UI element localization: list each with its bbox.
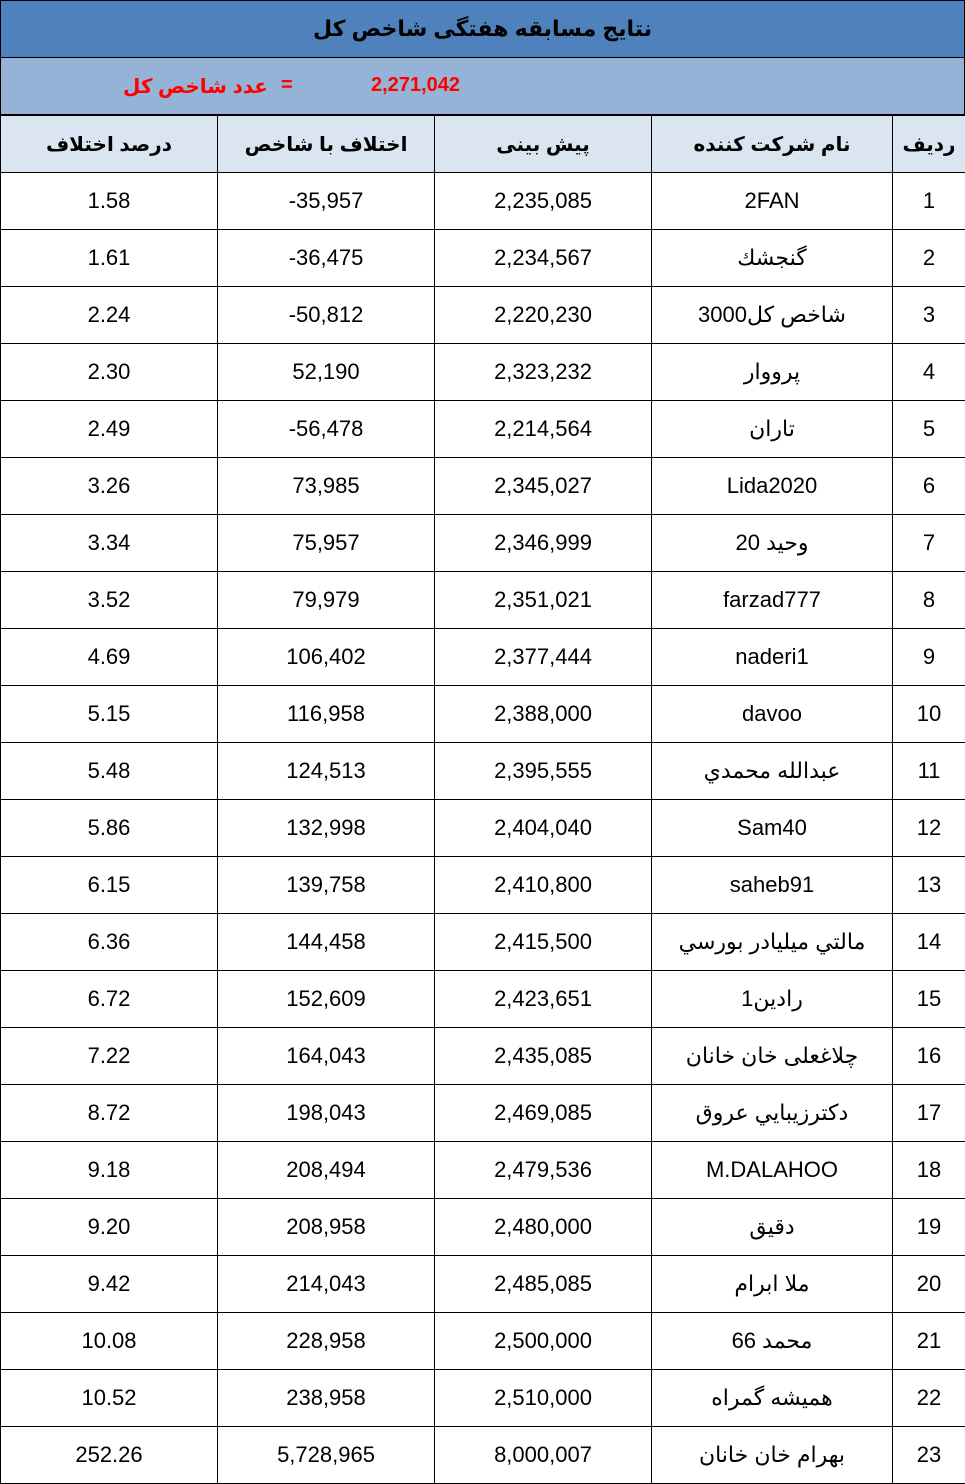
cell-prediction: 8,000,007 xyxy=(435,1427,652,1484)
cell-percent: 8.72 xyxy=(1,1085,218,1142)
header-rank: ردیف xyxy=(893,116,965,173)
index-value: 2,271,042 xyxy=(371,74,460,97)
cell-diff: 79,979 xyxy=(218,572,435,629)
cell-rank: 4 xyxy=(893,344,965,401)
cell-percent: 5.48 xyxy=(1,743,218,800)
table-row xyxy=(1,743,965,800)
cell-name: تاران xyxy=(652,401,893,458)
cell-prediction: 2,485,085 xyxy=(435,1256,652,1313)
cell-name: davoo xyxy=(652,686,893,743)
cell-name: naderi1 xyxy=(652,629,893,686)
table-row xyxy=(1,401,965,458)
cell-name: هميشه گمراه xyxy=(652,1370,893,1427)
cell-percent: 6.36 xyxy=(1,914,218,971)
cell-diff: 198,043 xyxy=(218,1085,435,1142)
header-diff: اختلاف با شاخص xyxy=(218,116,435,173)
cell-percent: 1.58 xyxy=(1,173,218,230)
cell-name: رادين1 xyxy=(652,971,893,1028)
index-summary-row xyxy=(0,58,965,115)
cell-rank: 1 xyxy=(893,173,965,230)
cell-percent: 9.20 xyxy=(1,1199,218,1256)
cell-name: چلاغعلى خان خانان xyxy=(652,1028,893,1085)
cell-rank: 6 xyxy=(893,458,965,515)
cell-rank: 18 xyxy=(893,1142,965,1199)
cell-name: وحيد 20 xyxy=(652,515,893,572)
cell-prediction: 2,345,027 xyxy=(435,458,652,515)
cell-rank: 21 xyxy=(893,1313,965,1370)
table-row xyxy=(1,1142,965,1199)
cell-name: شاخص كل3000 xyxy=(652,287,893,344)
table-row xyxy=(1,1199,965,1256)
cell-percent: 3.34 xyxy=(1,515,218,572)
cell-prediction: 2,377,444 xyxy=(435,629,652,686)
table-row xyxy=(1,173,965,230)
table-row xyxy=(1,344,965,401)
cell-percent: 10.52 xyxy=(1,1370,218,1427)
cell-rank: 17 xyxy=(893,1085,965,1142)
cell-name: 2FAN xyxy=(652,173,893,230)
cell-name: دقيق xyxy=(652,1199,893,1256)
cell-diff: 116,958 xyxy=(218,686,435,743)
cell-name: گنجشك xyxy=(652,230,893,287)
cell-prediction: 2,479,536 xyxy=(435,1142,652,1199)
cell-prediction: 2,480,000 xyxy=(435,1199,652,1256)
cell-diff: 139,758 xyxy=(218,857,435,914)
cell-rank: 5 xyxy=(893,401,965,458)
cell-prediction: 2,214,564 xyxy=(435,401,652,458)
cell-rank: 11 xyxy=(893,743,965,800)
table-row xyxy=(1,1370,965,1427)
cell-name: ملا ابرام xyxy=(652,1256,893,1313)
header-percent: درصد اختلاف xyxy=(1,116,218,173)
cell-rank: 12 xyxy=(893,800,965,857)
cell-diff: 238,958 xyxy=(218,1370,435,1427)
table-row xyxy=(1,857,965,914)
cell-rank: 20 xyxy=(893,1256,965,1313)
cell-prediction: 2,234,567 xyxy=(435,230,652,287)
cell-name: Lida2020 xyxy=(652,458,893,515)
cell-prediction: 2,410,800 xyxy=(435,857,652,914)
table-row xyxy=(1,686,965,743)
cell-name: محمد 66 xyxy=(652,1313,893,1370)
header-prediction: پیش بینی xyxy=(435,116,652,173)
cell-name: farzad777 xyxy=(652,572,893,629)
cell-diff: 164,043 xyxy=(218,1028,435,1085)
cell-diff: 5,728,965 xyxy=(218,1427,435,1484)
cell-name: Sam40 xyxy=(652,800,893,857)
cell-diff: 75,957 xyxy=(218,515,435,572)
cell-percent: 2.30 xyxy=(1,344,218,401)
cell-diff: -35,957 xyxy=(218,173,435,230)
cell-prediction: 2,500,000 xyxy=(435,1313,652,1370)
sheet-title: نتایج مسابقه هفتگی شاخص کل xyxy=(0,0,965,58)
equals-sign: = xyxy=(281,74,293,97)
header-row xyxy=(1,116,965,173)
table-row xyxy=(1,230,965,287)
cell-percent: 2.49 xyxy=(1,401,218,458)
cell-prediction: 2,235,085 xyxy=(435,173,652,230)
table-row xyxy=(1,1313,965,1370)
cell-diff: 132,998 xyxy=(218,800,435,857)
cell-prediction: 2,346,999 xyxy=(435,515,652,572)
cell-percent: 3.52 xyxy=(1,572,218,629)
cell-rank: 16 xyxy=(893,1028,965,1085)
cell-percent: 5.86 xyxy=(1,800,218,857)
cell-percent: 2.24 xyxy=(1,287,218,344)
cell-percent: 4.69 xyxy=(1,629,218,686)
table-row xyxy=(1,1427,965,1484)
cell-prediction: 2,510,000 xyxy=(435,1370,652,1427)
table-row xyxy=(1,572,965,629)
table-row xyxy=(1,458,965,515)
cell-diff: -56,478 xyxy=(218,401,435,458)
cell-prediction: 2,395,555 xyxy=(435,743,652,800)
table-row xyxy=(1,1028,965,1085)
cell-diff: -36,475 xyxy=(218,230,435,287)
table-row xyxy=(1,287,965,344)
cell-prediction: 2,435,085 xyxy=(435,1028,652,1085)
cell-rank: 13 xyxy=(893,857,965,914)
table-row xyxy=(1,1085,965,1142)
cell-rank: 7 xyxy=(893,515,965,572)
table-row xyxy=(1,914,965,971)
cell-prediction: 2,323,232 xyxy=(435,344,652,401)
index-label: عدد شاخص کل xyxy=(123,74,268,99)
cell-name: بهرام خان خانان xyxy=(652,1427,893,1484)
cell-prediction: 2,423,651 xyxy=(435,971,652,1028)
cell-diff: 73,985 xyxy=(218,458,435,515)
cell-percent: 1.61 xyxy=(1,230,218,287)
cell-rank: 19 xyxy=(893,1199,965,1256)
cell-rank: 9 xyxy=(893,629,965,686)
cell-rank: 23 xyxy=(893,1427,965,1484)
cell-percent: 9.18 xyxy=(1,1142,218,1199)
cell-percent: 7.22 xyxy=(1,1028,218,1085)
cell-name: مالتي ميليادر بورسي xyxy=(652,914,893,971)
cell-prediction: 2,388,000 xyxy=(435,686,652,743)
cell-rank: 10 xyxy=(893,686,965,743)
cell-name: عبدالله محمدي xyxy=(652,743,893,800)
cell-diff: 228,958 xyxy=(218,1313,435,1370)
results-table xyxy=(0,115,965,1484)
cell-rank: 8 xyxy=(893,572,965,629)
cell-percent: 5.15 xyxy=(1,686,218,743)
cell-name: دكترزيبايي عروق xyxy=(652,1085,893,1142)
cell-diff: 152,609 xyxy=(218,971,435,1028)
cell-rank: 14 xyxy=(893,914,965,971)
cell-rank: 22 xyxy=(893,1370,965,1427)
cell-percent: 10.08 xyxy=(1,1313,218,1370)
cell-diff: 208,958 xyxy=(218,1199,435,1256)
table-row xyxy=(1,515,965,572)
table-row xyxy=(1,1256,965,1313)
table-row xyxy=(1,800,965,857)
cell-name: M.DALAHOO xyxy=(652,1142,893,1199)
header-name: نام شرکت کننده xyxy=(652,116,893,173)
cell-prediction: 2,415,500 xyxy=(435,914,652,971)
cell-name: پرووار xyxy=(652,344,893,401)
cell-percent: 252.26 xyxy=(1,1427,218,1484)
cell-diff: 52,190 xyxy=(218,344,435,401)
table-row xyxy=(1,629,965,686)
cell-rank: 15 xyxy=(893,971,965,1028)
cell-diff: 106,402 xyxy=(218,629,435,686)
cell-percent: 6.15 xyxy=(1,857,218,914)
cell-percent: 3.26 xyxy=(1,458,218,515)
cell-prediction: 2,404,040 xyxy=(435,800,652,857)
cell-rank: 2 xyxy=(893,230,965,287)
cell-percent: 6.72 xyxy=(1,971,218,1028)
cell-diff: 124,513 xyxy=(218,743,435,800)
cell-diff: 144,458 xyxy=(218,914,435,971)
table-row xyxy=(1,971,965,1028)
cell-name: saheb91 xyxy=(652,857,893,914)
cell-diff: 214,043 xyxy=(218,1256,435,1313)
cell-prediction: 2,220,230 xyxy=(435,287,652,344)
cell-prediction: 2,351,021 xyxy=(435,572,652,629)
cell-rank: 3 xyxy=(893,287,965,344)
cell-diff: 208,494 xyxy=(218,1142,435,1199)
cell-prediction: 2,469,085 xyxy=(435,1085,652,1142)
cell-percent: 9.42 xyxy=(1,1256,218,1313)
cell-diff: -50,812 xyxy=(218,287,435,344)
